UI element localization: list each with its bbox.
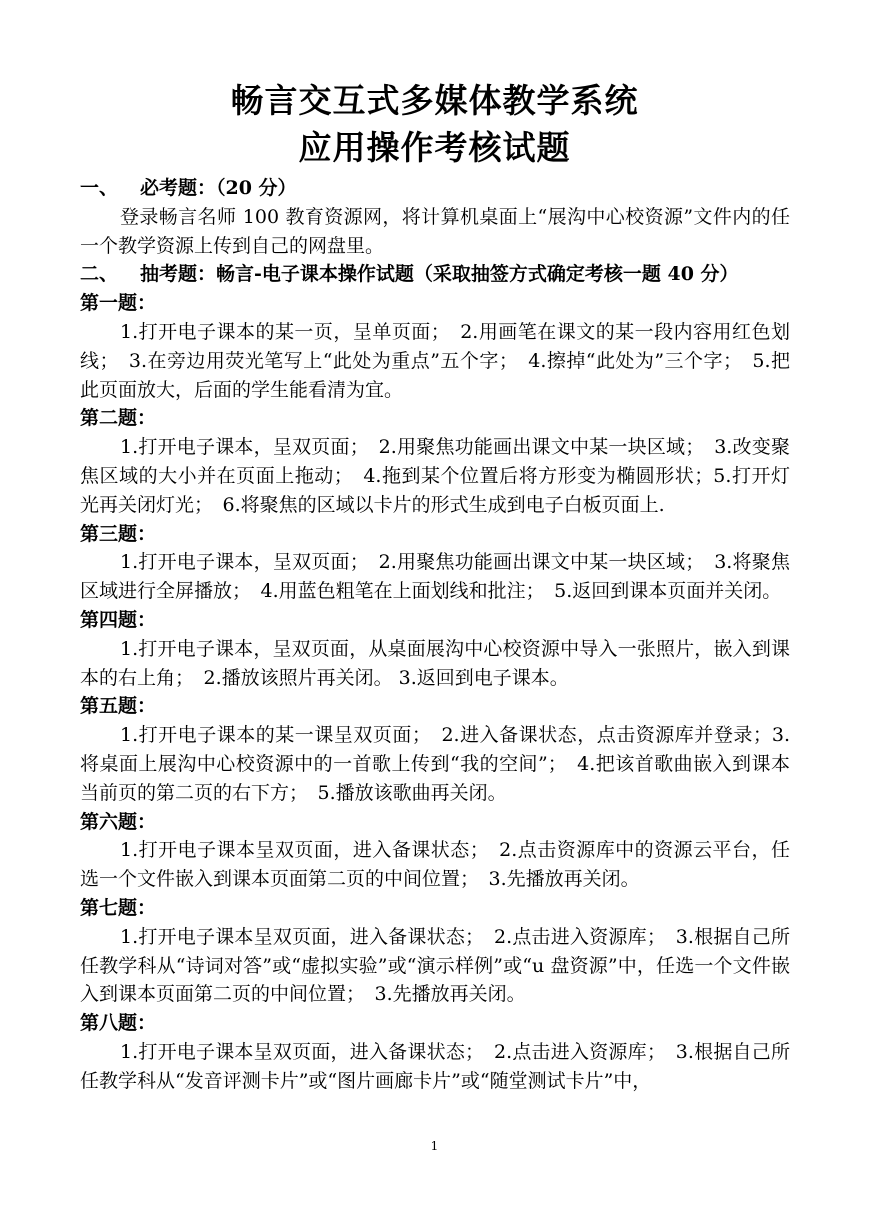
question-title-8: 第八题： (80, 1012, 157, 1035)
question-title-1: 第一题： (80, 292, 157, 315)
question-title-6: 第六题： (80, 810, 157, 833)
section-heading-draw (80, 260, 790, 289)
section-heading-required (80, 174, 790, 203)
question-text-8: 1.打开电子课本呈双页面，进入备课状态； 2.点击进入资源库； 3.根据自己所任教学科从“发音评测卡片”或“图片画廊卡片”或“随堂测试卡片”中， (80, 1040, 790, 1092)
document-title-line2: 应用操作考核试题 (298, 128, 571, 167)
section-paragraph-required: 登录畅言名师 100 教育资源网，将计算机桌面上“展沟中心校资源”文件内的任一个教学资源上传到自己的网盘里。 (80, 205, 790, 257)
section-number: 一、 (80, 177, 119, 199)
document-body (80, 174, 790, 1096)
section-number: 二、 (80, 263, 119, 286)
question-title-5: 第五题： (80, 695, 157, 718)
question-text-7: 1.打开电子课本呈双页面，进入备课状态； 2.点击进入资源库； 3.根据自己所任教学科从“诗词对答”或“虚拟实验”或“演示样例”或“u 盘资源”中，任选一个文件嵌入到课本页面第二页的中间位置； 3.先播放再关闭。 (80, 925, 790, 1006)
question-text-2: 1.打开电子课本，呈双页面； 2.用聚焦功能画出课文中某一块区域； 3.改变聚焦区域的大小并在页面上拖动； 4.拖到某个位置后将方形变为椭圆形状；5.打开灯光再关闭灯光； 6.将聚焦的区域以卡片的形式生成到电子白板页面上. (80, 436, 790, 516)
question-text-1: 1.打开电子课本的某一页，呈单页面； 2.用画笔在课文的某一段内容用红色划线； 3.在旁边用荧光笔写上“此处为重点”五个字； 4.擦掉“此处为”三个字； 5.把此页面放大，后面的学生能看清为宜。 (80, 320, 790, 401)
document-title-line1: 畅言交互式多媒体教学系统 (230, 81, 639, 120)
question-title-7: 第七题： (80, 896, 157, 919)
question-text-5: 1.打开电子课本的某一课呈双页面； 2.进入备课状态，点击资源库并登录；3.将桌面上展沟中心校资源中的一首歌上传到“我的空间”； 4.把该首歌曲嵌入到课本当前页的第二页的右下方； 5.播放该歌曲再关闭。 (80, 724, 790, 804)
question-text-4: 1.打开电子课本，呈双页面，从桌面展沟中心校资源中导入一张照片，嵌入到课本的右上角； 2.播放该照片再关闭。 3.返回到电子课本。 (80, 637, 790, 689)
question-title-2: 第二题： (80, 407, 157, 430)
section-heading-text: 抽考题：畅言-电子课本操作试题（采取抽签方式确定考核一题 40 分） (140, 263, 739, 286)
question-text-3: 1.打开电子课本，呈双页面； 2.用聚焦功能画出课文中某一块区域； 3.将聚焦区域进行全屏播放； 4.用蓝色粗笔在上面划线和批注； 5.返回到课本页面并关闭。 (80, 551, 790, 603)
page-number: 1 (430, 1139, 439, 1153)
question-title-3: 第三题： (80, 522, 157, 545)
question-text-6: 1.打开电子课本呈双页面，进入备课状态； 2.点击资源库中的资源云平台，任选一个文件嵌入到课本页面第二页的中间位置； 3.先播放再关闭。 (80, 839, 790, 891)
section-heading-text: 必考题：（20 分） (140, 177, 297, 199)
question-title-4: 第四题： (80, 608, 157, 631)
